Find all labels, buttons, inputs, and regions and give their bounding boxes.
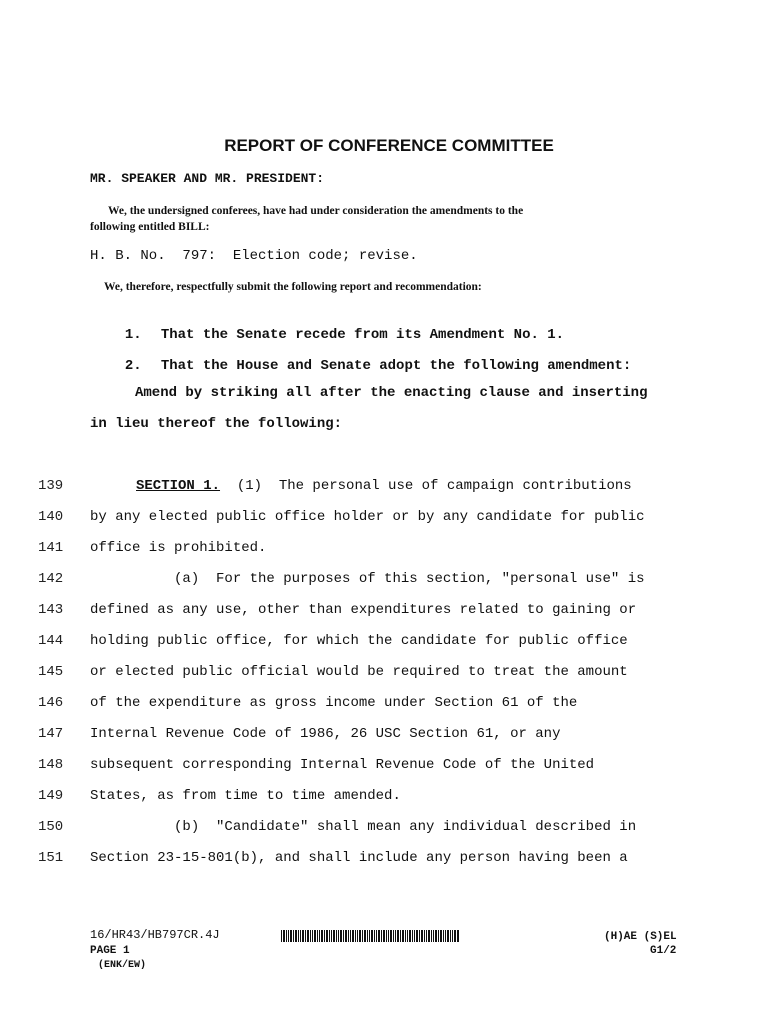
line-number: 141 — [38, 540, 64, 556]
body-line: of the expenditure as gross income under Section 61 of the — [90, 695, 578, 711]
line-number: 139 — [38, 478, 64, 494]
section-label: SECTION 1. — [136, 478, 221, 494]
body-line: Section 23-15-801(b), and shall include any person having been a — [90, 850, 628, 866]
recommendation-2 — [108, 342, 631, 374]
line-number: 143 — [38, 602, 64, 618]
line-number: 148 — [38, 757, 64, 773]
document-version: G1/2 — [650, 945, 677, 957]
body-line-text: (1) The personal use of campaign contributions — [220, 478, 632, 494]
body-line: office is prohibited. — [90, 540, 267, 556]
author-initials: (ENK/EW) — [98, 960, 147, 971]
body-line: by any elected public office holder or by any candidate for public — [90, 509, 645, 525]
body-line: Internal Revenue Code of 1986, 26 USC Section 61, or any — [90, 726, 561, 742]
body-line — [136, 478, 632, 494]
chamber-codes: (H)AE (S)EL — [604, 931, 677, 943]
body-line: subsequent corresponding Internal Revenue Code of the United — [90, 757, 595, 773]
page-title: REPORT OF CONFERENCE COMMITTEE — [224, 136, 554, 155]
intro-line-2: following entitled BILL: — [90, 221, 210, 233]
recommendation-number: 1. — [124, 327, 142, 343]
line-number: 144 — [38, 633, 64, 649]
line-number: 146 — [38, 695, 64, 711]
intro-line-1: We, the undersigned conferees, have had under consideration the amendments to the — [108, 205, 524, 217]
recommendation-text: That the Senate recede from its Amendment No. 1. — [160, 327, 565, 343]
body-line: or elected public official would be required to treat the amount — [90, 664, 628, 680]
line-number: 145 — [38, 664, 64, 680]
line-number: 147 — [38, 726, 64, 742]
body-line: (a) For the purposes of this section, "personal use" is — [90, 571, 645, 587]
therefore-line: We, therefore, respectfully submit the following report and recommendation: — [104, 281, 482, 293]
document-code: 16/HR43/HB797CR.4J — [90, 928, 220, 942]
body-line: States, as from time to time amended. — [90, 788, 401, 804]
line-number: 149 — [38, 788, 64, 804]
recommendation-number: 2. — [124, 358, 142, 374]
barcode — [281, 930, 459, 942]
amendment-line-2: in lieu thereof the following: — [90, 416, 343, 432]
intro-paragraph — [90, 203, 680, 235]
line-number: 140 — [38, 509, 64, 525]
body-line: defined as any use, other than expenditures related to gaining or — [90, 602, 637, 618]
bill-line: H. B. No. 797: Election code; revise. — [90, 248, 418, 264]
body-line: holding public office, for which the candidate for public office — [90, 633, 628, 649]
line-number: 151 — [38, 850, 64, 866]
line-number: 142 — [38, 571, 64, 587]
recommendation-1 — [108, 311, 564, 343]
line-number: 150 — [38, 819, 64, 835]
body-line: (b) "Candidate" shall mean any individual described in — [90, 819, 637, 835]
page-number: PAGE 1 — [90, 945, 130, 957]
recommendation-text: That the House and Senate adopt the following amendment: — [160, 358, 632, 374]
salutation: MR. SPEAKER AND MR. PRESIDENT: — [90, 171, 325, 186]
amendment-line-1: Amend by striking all after the enacting clause and inserting — [135, 385, 648, 401]
